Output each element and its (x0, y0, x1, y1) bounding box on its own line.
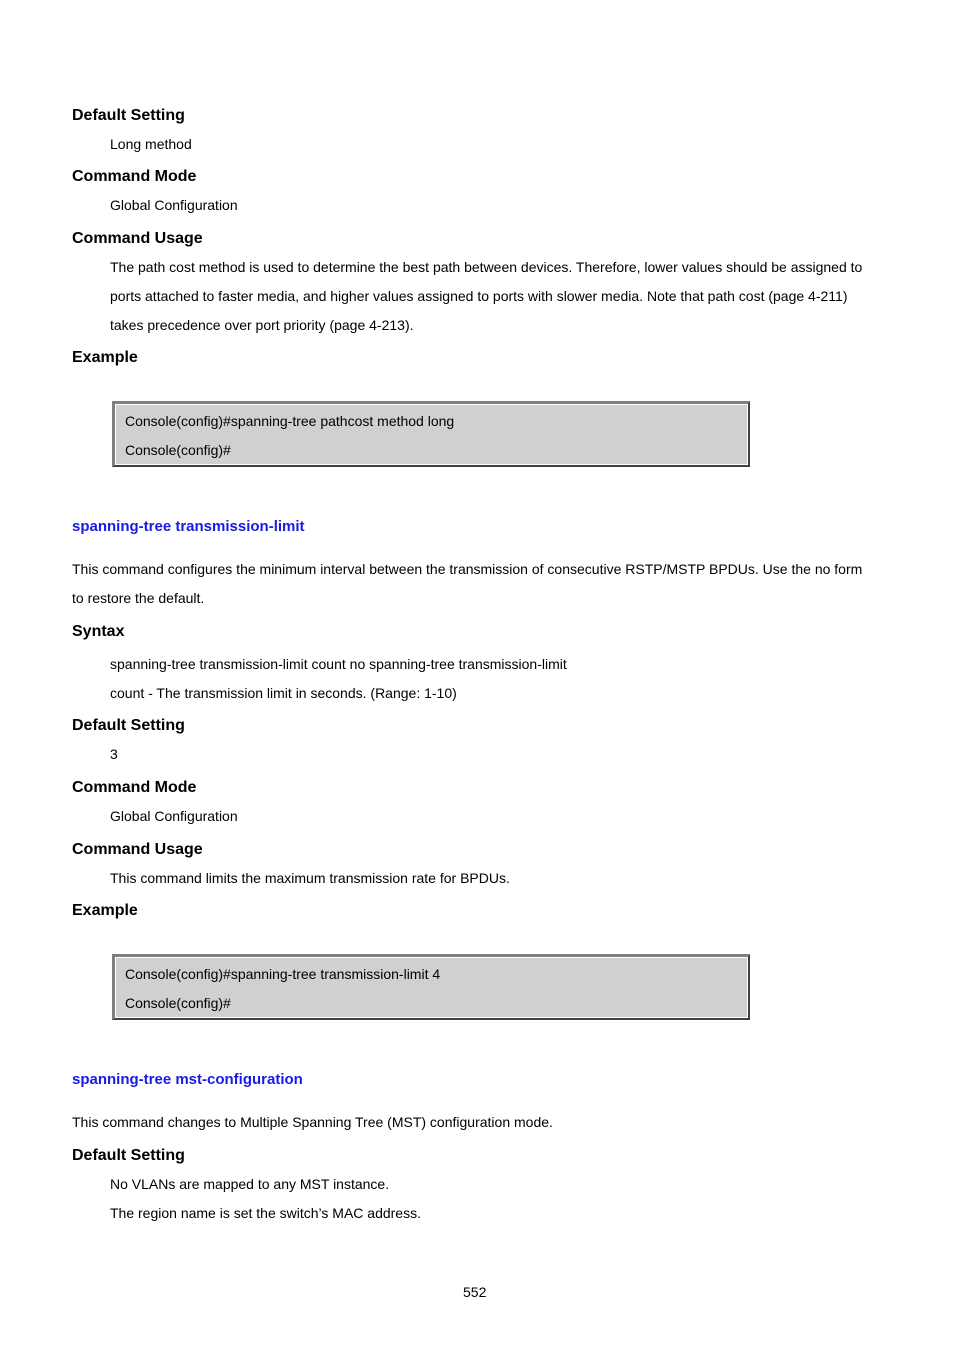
console-example-box (112, 954, 750, 1020)
default-setting-heading: Default Setting (72, 1147, 185, 1164)
description-line: This command changes to Multiple Spanning Tree (MST) configuration mode. (72, 1114, 553, 1130)
default-setting-line: The region name is set the switch’s MAC address. (110, 1205, 421, 1221)
syntax-heading: Syntax (72, 623, 125, 640)
default-setting-value: 3 (110, 746, 118, 762)
syntax-line: spanning-tree transmission-limit count no spanning-tree transmission-limit (110, 656, 567, 672)
section-title-mst-configuration: spanning-tree mst-configuration (72, 1071, 303, 1088)
section-title-transmission-limit: spanning-tree transmission-limit (72, 518, 305, 535)
command-mode-value: Global Configuration (110, 197, 238, 213)
example-heading: Example (72, 902, 138, 919)
console-example-box (112, 401, 750, 467)
command-usage-line: ports attached to faster media, and higher values assigned to ports with slower media. Note that path cost (page 4-211) (110, 288, 848, 304)
default-setting-heading: Default Setting (72, 717, 185, 734)
syntax-line: count - The transmission limit in seconds. (Range: 1-10) (110, 685, 457, 701)
command-usage-heading: Command Usage (72, 841, 203, 858)
console-line: Console(config)#spanning-tree transmission-limit 4 (125, 966, 441, 982)
description-line: This command configures the minimum interval between the transmission of consecutive RSTP/MSTP BPDUs. Use the no form (72, 561, 863, 577)
example-heading: Example (72, 349, 138, 366)
default-setting-line: No VLANs are mapped to any MST instance. (110, 1176, 390, 1192)
command-usage-heading: Command Usage (72, 230, 203, 247)
command-usage-line: takes precedence over port priority (page 4-213). (110, 317, 414, 333)
default-setting-value: Long method (110, 136, 192, 152)
command-mode-heading: Command Mode (72, 779, 197, 796)
command-mode-value: Global Configuration (110, 808, 238, 824)
default-setting-heading: Default Setting (72, 107, 185, 124)
console-line: Console(config)# (125, 995, 231, 1011)
command-usage-value: This command limits the maximum transmission rate for BPDUs. (110, 870, 510, 886)
console-line: Console(config)# (125, 442, 231, 458)
description-line: to restore the default. (72, 590, 205, 606)
command-mode-heading: Command Mode (72, 168, 197, 185)
console-line: Console(config)#spanning-tree pathcost method long (125, 413, 455, 429)
page-number: 552 (463, 1284, 487, 1300)
command-usage-line: The path cost method is used to determine the best path between devices. Therefore, lower values should be assigned to (110, 259, 863, 275)
